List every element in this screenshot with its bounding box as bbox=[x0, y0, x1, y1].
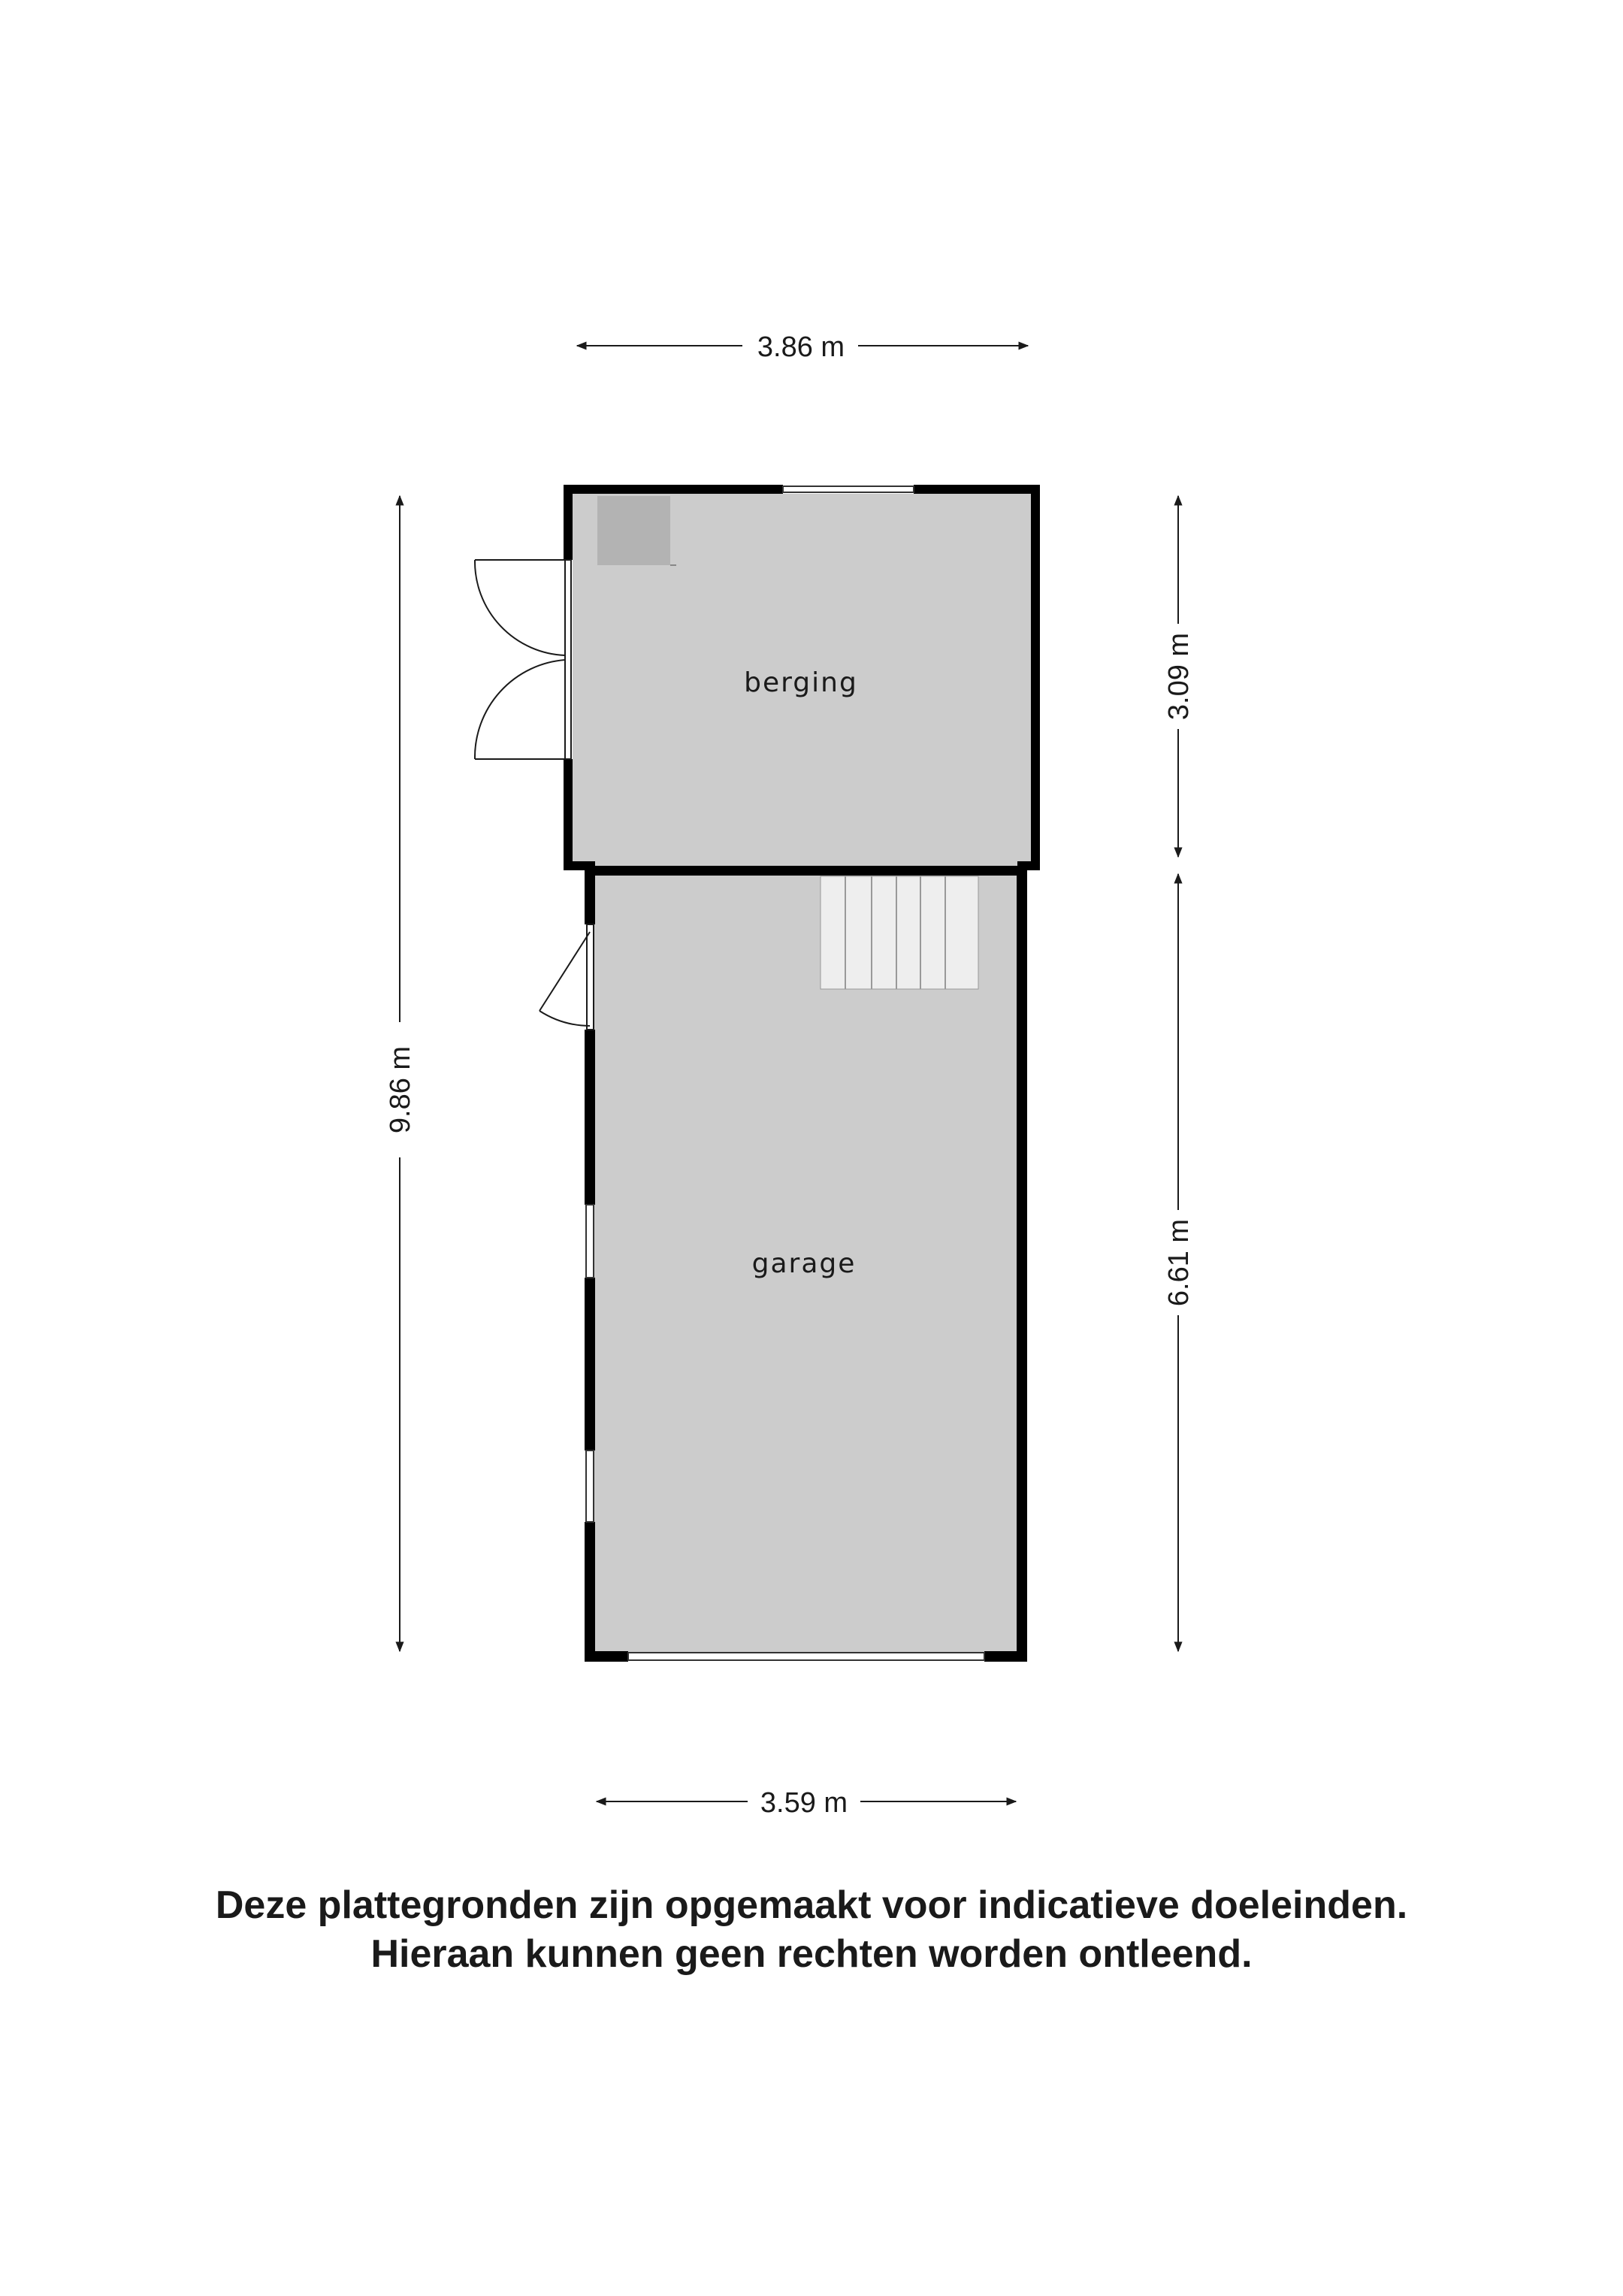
dimension-top-label: 3.86 m bbox=[757, 331, 845, 363]
berging-window bbox=[783, 486, 914, 492]
dimension-top bbox=[577, 331, 1028, 363]
dimension-right-berging-label: 3.09 m bbox=[1163, 632, 1195, 721]
dimension-right-garage-label: 6.61 m bbox=[1163, 1218, 1195, 1307]
disclaimer-line-1: Deze plattegronden zijn opgemaakt voor indicatieve doeleinden. bbox=[215, 1883, 1408, 1927]
garage-left-window-2 bbox=[586, 1451, 594, 1522]
room-label-berging: berging bbox=[744, 667, 858, 698]
stairs bbox=[821, 876, 978, 989]
garage-left-window-1 bbox=[586, 1205, 594, 1278]
dimension-right-berging bbox=[1163, 496, 1195, 857]
dimension-left bbox=[385, 496, 416, 1651]
room-label-garage: garage bbox=[751, 1248, 857, 1279]
garage-door bbox=[628, 1653, 984, 1660]
berging-double-door bbox=[475, 560, 571, 759]
dimension-right-garage bbox=[1163, 874, 1195, 1651]
dimension-left-label: 9.86 m bbox=[385, 1045, 416, 1134]
disclaimer-line-2: Hieraan kunnen geen rechten worden ontleend. bbox=[370, 1932, 1253, 1976]
berging-fixture bbox=[597, 496, 670, 565]
divider-wall bbox=[585, 866, 1025, 876]
garage-side-door bbox=[539, 924, 594, 1030]
dimension-bottom bbox=[597, 1787, 1016, 1819]
dimension-bottom-label: 3.59 m bbox=[760, 1787, 848, 1819]
